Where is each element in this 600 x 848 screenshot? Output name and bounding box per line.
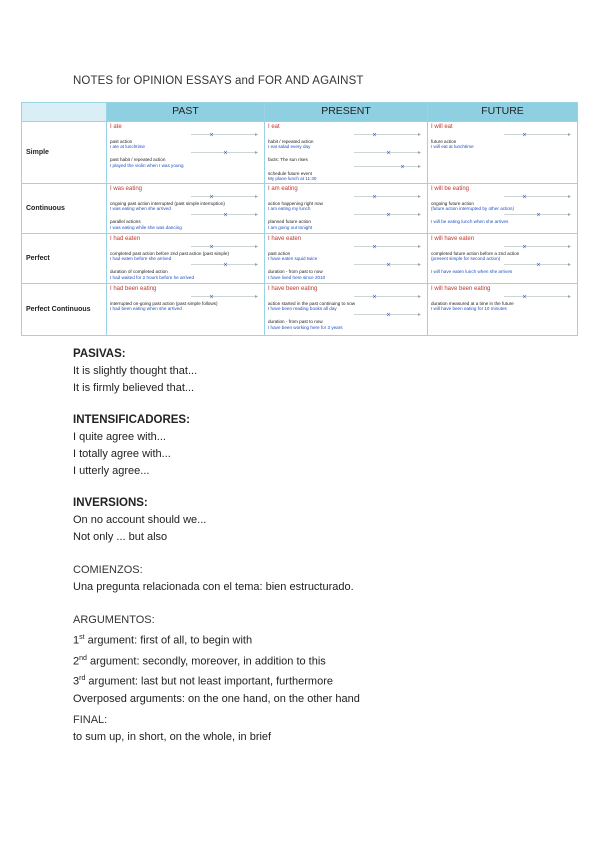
svg-text:×: × (536, 211, 542, 219)
timeline-icon (268, 149, 424, 156)
tense-use: past action (268, 251, 291, 257)
tense-example: I am eating (268, 186, 298, 193)
svg-text:×: × (223, 261, 229, 269)
tense-use-example: I had waited for 2 hours before he arrived (110, 274, 195, 280)
svg-text:×: × (223, 149, 229, 157)
svg-text:×: × (372, 193, 378, 201)
tense-use-example: I have been reading books all day (268, 306, 337, 312)
tense-use-example: I ate at lunchtime (110, 144, 145, 150)
timeline-icon (431, 293, 574, 300)
argumentos-section (73, 612, 360, 708)
tense-cell-past (107, 122, 265, 184)
timeline-icon (268, 293, 424, 300)
tense-use: future action (431, 139, 457, 144)
tense-cell-future (428, 234, 578, 284)
tense-use: completed past action before 2nd past action (past simple) (110, 251, 229, 257)
tense-cell-present (265, 122, 428, 184)
svg-text:×: × (522, 243, 528, 251)
tense-use: duration of completed action (110, 269, 168, 275)
timeline-icon (110, 211, 261, 218)
svg-text:×: × (522, 193, 528, 201)
tense-use-example: I have eaten squid twice (268, 256, 318, 262)
tense-use: action started in the past continuing to now (268, 301, 356, 307)
tense-example: I had eaten (110, 236, 141, 243)
timeline-icon (268, 243, 424, 250)
argument-third-sup: rd (79, 675, 86, 683)
inversions-line: Not only ... but also (73, 531, 168, 543)
tense-use: planned future action (268, 219, 311, 225)
tense-use: past action (110, 139, 133, 144)
svg-text:×: × (223, 211, 229, 219)
tense-cell-past (107, 284, 265, 336)
svg-text:×: × (372, 243, 378, 251)
argument-second-text: argument: secondly, moreover, in addition to this (86, 655, 326, 668)
svg-text:×: × (536, 261, 542, 269)
pasivas-section (73, 346, 197, 397)
timeline-icon (110, 149, 261, 156)
tense-example: I will have eaten (431, 236, 475, 243)
tense-example: I had been eating (110, 286, 157, 293)
timeline-icon (431, 131, 574, 138)
final-heading: FINAL: (73, 714, 108, 726)
intensificadores-line: I utterly agree... (73, 465, 150, 477)
tense-example: I have eaten (268, 236, 302, 243)
tense-use: facts: The sun rises (268, 157, 308, 163)
tense-use-example: I have lived here since 2010 (268, 274, 326, 280)
tense-use: duration measured at a time in the future (431, 301, 514, 307)
tense-use-example: (present simple for second action) (431, 256, 501, 262)
row-header: Perfect Continuous (22, 284, 107, 336)
tense-use: action happening right now (268, 201, 323, 207)
tense-use: ongoing future action (431, 201, 474, 207)
argument-first-text: argument: first of all, to begin with (84, 634, 253, 647)
tense-example: I eat (268, 124, 280, 130)
table-row (22, 122, 578, 184)
timeline-icon (431, 261, 574, 268)
tense-use-example: I will be eating lunch when she arrives (431, 219, 509, 225)
tense-example: I ate (110, 124, 122, 130)
timeline-icon (431, 211, 574, 218)
timeline-icon (110, 261, 261, 268)
timeline-icon (110, 243, 261, 250)
intensificadores-heading: INTENSIFICADORES: (73, 414, 190, 426)
comienzos-section (73, 562, 354, 596)
col-header-future: FUTURE (428, 103, 578, 122)
argument-first-num: 1 (73, 634, 80, 647)
tense-cell-past (107, 184, 265, 234)
argument-first-sup: st (79, 634, 85, 641)
tense-use: ongoing past action interrupted (past simple interruption) (110, 201, 225, 207)
tense-use-example: I was eating when she arrived (110, 206, 171, 212)
svg-text:×: × (386, 211, 392, 219)
svg-text:×: × (386, 149, 392, 157)
tense-example: I have been eating (268, 286, 318, 293)
pasivas-line: It is firmly believed that... (73, 382, 195, 394)
tense-table (21, 102, 578, 336)
argumentos-heading: ARGUMENTOS: (73, 614, 155, 626)
tense-example: I will be eating (431, 186, 470, 193)
tense-use-example: I will have been eating for 10 minutes (431, 306, 507, 312)
timeline-icon (268, 193, 424, 200)
timeline-icon (268, 261, 424, 268)
tense-use-example: I had eaten before she arrived (110, 256, 172, 262)
tense-cell-future (428, 184, 578, 234)
tense-use-example: (future action interrupted by other action) (431, 206, 514, 212)
timeline-icon (268, 163, 424, 170)
svg-text:×: × (209, 131, 215, 138)
timeline-icon (268, 131, 424, 138)
tense-use: parallel actions (110, 219, 141, 225)
comienzos-line: Una pregunta relacionada con el tema: bien estructurado. (73, 581, 354, 593)
tense-cell-future (428, 122, 578, 184)
tense-example: I was eating (110, 186, 143, 193)
argument-first (73, 629, 360, 650)
inversions-heading: INVERSIONS: (73, 497, 148, 509)
tense-use: past habit / repeated action (110, 157, 166, 163)
timeline-icon (110, 293, 261, 300)
timeline-icon (110, 131, 261, 138)
timeline-icon (268, 311, 424, 318)
tense-cell-present (265, 284, 428, 336)
pasivas-heading: PASIVAS: (73, 348, 126, 360)
tense-use: duration - from past to now (268, 319, 323, 325)
tense-use-example: I will eat at lunchtime (431, 144, 474, 150)
tense-use-example: I have been working here for 3 years (268, 324, 343, 330)
timeline-icon (431, 193, 574, 200)
tense-use-example: I am going out tonight (268, 224, 313, 230)
tense-cell-past (107, 234, 265, 284)
tense-use-example: I had been eating when she arrived (110, 306, 182, 312)
argument-second-num: 2 (73, 655, 80, 668)
tense-cell-present (265, 234, 428, 284)
tense-use-example: I played the violin when I was young (110, 162, 184, 168)
svg-text:×: × (400, 163, 406, 170)
inversions-line: On no account should we... (73, 514, 207, 526)
col-header-past: PAST (107, 103, 265, 122)
table-row (22, 184, 578, 234)
timeline-icon (431, 243, 574, 250)
tense-example: I will have been eating (431, 286, 491, 293)
intensificadores-section (73, 412, 190, 480)
table-row (22, 234, 578, 284)
argument-overposed: Overposed arguments: on the one hand, on the other hand (73, 692, 360, 705)
final-line: to sum up, in short, on the whole, in brief (73, 731, 272, 743)
argument-third-num: 3 (73, 675, 80, 688)
final-section (73, 712, 271, 746)
tense-use-example: I will have eaten lunch when she arrives (431, 269, 513, 275)
tense-use: completed future action before a 2nd action (431, 251, 520, 257)
tense-cell-future (428, 284, 578, 336)
svg-text:×: × (386, 311, 392, 319)
pasivas-line: It is slightly thought that... (73, 365, 198, 377)
argument-second (73, 650, 360, 671)
intensificadores-line: I quite agree with... (73, 431, 166, 443)
timeline-icon (268, 211, 424, 218)
argument-second-sup: nd (79, 654, 87, 662)
svg-text:×: × (372, 293, 378, 301)
tense-example: I will eat (431, 124, 453, 130)
svg-text:×: × (372, 131, 378, 138)
svg-text:×: × (209, 293, 215, 301)
intensificadores-line: I totally agree with... (73, 448, 171, 460)
row-header: Simple (22, 122, 107, 184)
col-header-present: PRESENT (265, 103, 428, 122)
argument-third (73, 670, 360, 691)
tense-use: schedule future event (268, 170, 312, 176)
tense-use: interrupted on-going past action (past simple follows) (110, 301, 218, 307)
table-row (22, 284, 578, 336)
row-header: Perfect (22, 234, 107, 284)
svg-text:×: × (209, 243, 215, 251)
tense-use-example: I eat salad every day (268, 144, 311, 150)
tense-use-example: I am eating my lunch (268, 206, 311, 212)
svg-text:×: × (386, 261, 392, 269)
inversions-section (73, 495, 206, 546)
tense-use: habit / repeated action (268, 139, 314, 144)
tense-cell-present (265, 184, 428, 234)
tense-use-example: I was eating while she was dancing (110, 224, 182, 230)
svg-text:×: × (522, 131, 528, 138)
svg-text:×: × (522, 293, 528, 301)
row-header: Continuous (22, 184, 107, 234)
timeline-icon (110, 193, 261, 200)
svg-text:×: × (209, 193, 215, 201)
table-corner (22, 103, 107, 122)
page-title: NOTES for OPINION ESSAYS and FOR AND AGAINST (73, 75, 364, 87)
tense-use-example: My plane lunch at 11:30 (268, 175, 317, 181)
argument-third-text: argument: last but not least important, furthermore (85, 675, 333, 688)
comienzos-heading: COMIENZOS: (73, 564, 143, 576)
tense-use: duration - from past to now (268, 269, 323, 275)
